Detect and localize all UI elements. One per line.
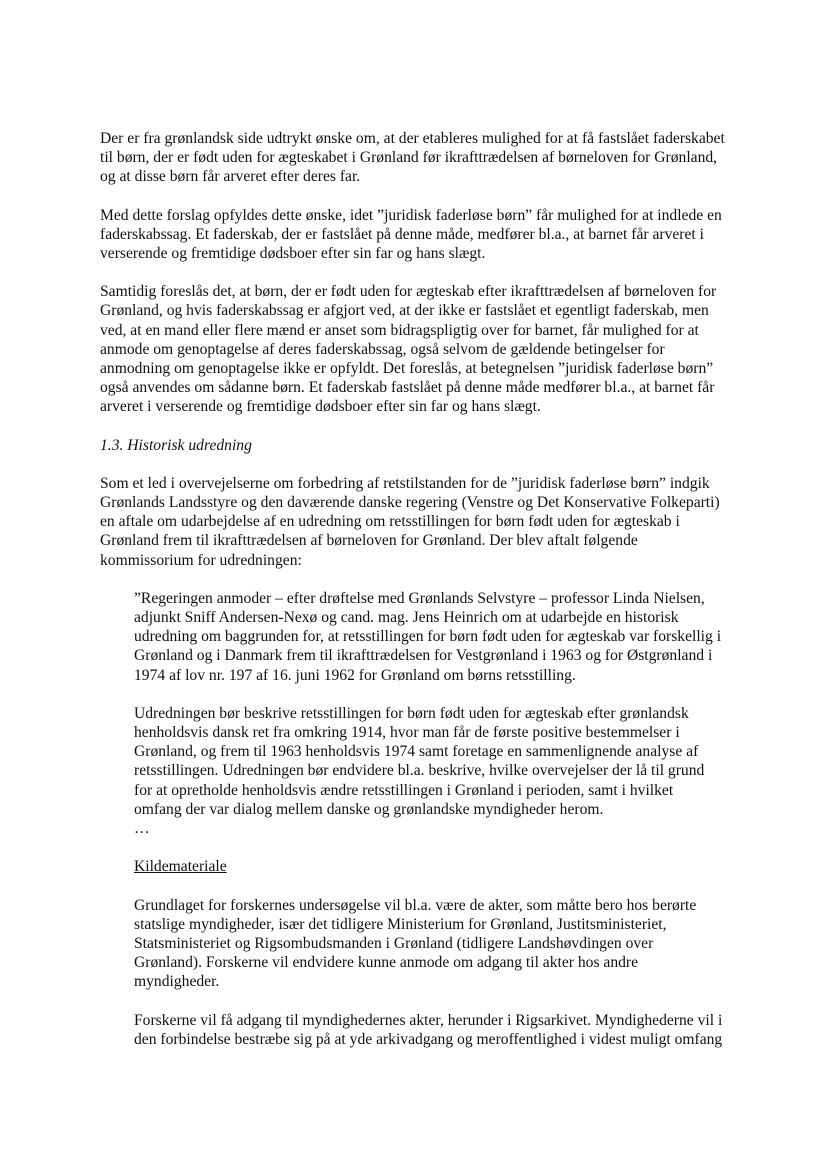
- text-line: 1974 af lov nr. 197 af 16. juni 1962 for Grønland om børns retsstilling.: [134, 666, 576, 684]
- omission-ellipsis: …: [134, 820, 150, 838]
- text-line: Der er fra grønlandsk side udtrykt ønske om, at der etableres mulighed for at få fastslået faderskabet: [100, 130, 725, 147]
- text-line: omfang der var dialog mellem danske og grønlandske myndigheder herom.: [134, 800, 604, 818]
- text-line: Statsministeriet og Rigsombudsmanden i Grønland (tidligere Landshøvdingen over: [134, 934, 654, 952]
- text-line: Grundlaget for forskernes undersøgelse vil bl.a. være de akter, som måtte bero hos berørte: [134, 896, 697, 914]
- paragraph-faderskab-oenske: [100, 129, 730, 187]
- text-line: Samtidig foreslås det, at børn, der er født uden for ægteskab efter ikrafttrædelsen af børneloven for: [100, 283, 717, 301]
- subheading-kildemateriale: Kildemateriale: [134, 858, 227, 876]
- text-line: myndigheder.: [134, 973, 220, 991]
- text-line: Udredningen bør beskrive retsstillingen for børn født uden for ægteskab efter grønlandsk: [134, 704, 689, 722]
- quote-paragraph-grundlaget: [134, 896, 730, 992]
- paragraph-led-i-overvejelserne: [100, 474, 730, 570]
- quote-paragraph-udredningen-boer: [134, 704, 730, 819]
- text-line: Som et led i overvejelserne om forbedring af retstilstanden for de ”juridisk faderløse børn” indgik: [100, 474, 710, 492]
- text-line: også anvendes om sådanne børn. Et faderskab fastslået på denne måde medfører bl.a., at barnet får: [100, 379, 715, 397]
- text-line: faderskabssag. Et faderskab, der er fastslået på denne måde, medfører bl.a., at barnet får arveret i: [100, 225, 704, 243]
- text-line: ”Regeringen anmoder – efter drøftelse med Grønlands Selvstyre – professor Linda Nielsen,: [134, 589, 705, 607]
- paragraph-forslag-opfyldes: [100, 206, 730, 264]
- text-line: Grønland og i Danmark frem til ikrafttrædelsen for Vestgrønland i 1963 og for Østgrønland i: [134, 647, 713, 665]
- text-line: anmodning om genoptagelse ikke er opfyldt. Det foreslås, at betegnelsen ”juridisk faderløse børn”: [100, 360, 714, 378]
- kommissorium-quote-block: [134, 589, 730, 1049]
- quote-paragraph-regeringen-anmoder: [134, 589, 730, 685]
- text-line: udredning om baggrunden for, at retsstillingen for børn født uden for ægteskab var forskellig i: [134, 628, 722, 646]
- paragraph-samtidig-foreslaas: [100, 282, 730, 416]
- text-line: Grønland, og frem til 1963 henholdsvis 1974 samt foretage en sammenlignende analyse af: [134, 743, 699, 761]
- text-line: Grønland frem til ikrafttrædelsen af børneloven for Grønland. Der blev aftalt følgende: [100, 532, 638, 550]
- text-line: og at disse børn får arveret efter deres far.: [100, 168, 361, 186]
- text-line: en aftale om udarbejdelse af en udredning om retsstillingen for børn født uden for ægteskab i: [100, 513, 680, 531]
- text-line: anmode om genoptagelse af deres faderskabssag, også selvom de gældende betingelser for: [100, 340, 665, 358]
- text-line: statslige myndigheder, især det tidligere Ministerium for Grønland, Justitsministeriet,: [134, 915, 667, 933]
- text-line: den forbindelse bestræbe sig på at yde arkivadgang og meroffentlighed i videst muligt omfang: [134, 1030, 723, 1048]
- text-line: Grønland). Forskerne vil endvidere kunne anmode om adgang til akter hos andre: [134, 954, 639, 972]
- text-line: adjunkt Sniff Andersen-Nexø og cand. mag. Jens Heinrich om at udarbejde en historisk: [134, 609, 679, 627]
- text-line: Med dette forslag opfyldes dette ønske, idet ”juridisk faderløse børn” får mulighed for at indlede en: [100, 206, 722, 224]
- text-line: kommissorium for udredningen:: [100, 551, 302, 569]
- text-line: Grønlands Landsstyre og den daværende danske regering (Venstre og Det Konservative Folkeparti): [100, 494, 720, 512]
- text-line: til børn, der er født uden for ægteskabet i Grønland før ikrafttrædelsen af børneloven for Grønland,: [100, 149, 718, 167]
- text-line: for at opretholde henholdsvis ændre retsstillingen i Grønland i perioden, samt i hvilket: [134, 781, 674, 799]
- text-line: retsstillingen. Udredningen bør endvidere bl.a. beskrive, hvilke overvejelser der lå til grund: [134, 762, 705, 780]
- text-line: ved, at en mand eller flere mænd er anset som bidragspligtig over for barnet, får mulighed for at: [100, 321, 699, 339]
- text-line: henholdsvis dansk ret fra omkring 1914, hvor man får de første positive bestemmelser i: [134, 724, 680, 742]
- quote-paragraph-forskerne-adgang: [134, 1011, 730, 1049]
- section-heading-historisk-udredning: 1.3. Historisk udredning: [100, 436, 252, 454]
- document-body: [100, 129, 730, 1068]
- text-line: Forskerne vil få adgang til myndighedernes akter, herunder i Rigsarkivet. Myndighederne vil i: [134, 1011, 723, 1029]
- text-line: arveret i verserende og fremtidige dødsboer efter sin far og hans slægt.: [100, 398, 541, 416]
- text-line: verserende og fremtidige dødsboer efter sin far og hans slægt.: [100, 245, 486, 263]
- text-line: Grønland, og hvis faderskabssag er afgjort ved, at der ikke er fastslået et egentligt faderskab, men: [100, 302, 709, 320]
